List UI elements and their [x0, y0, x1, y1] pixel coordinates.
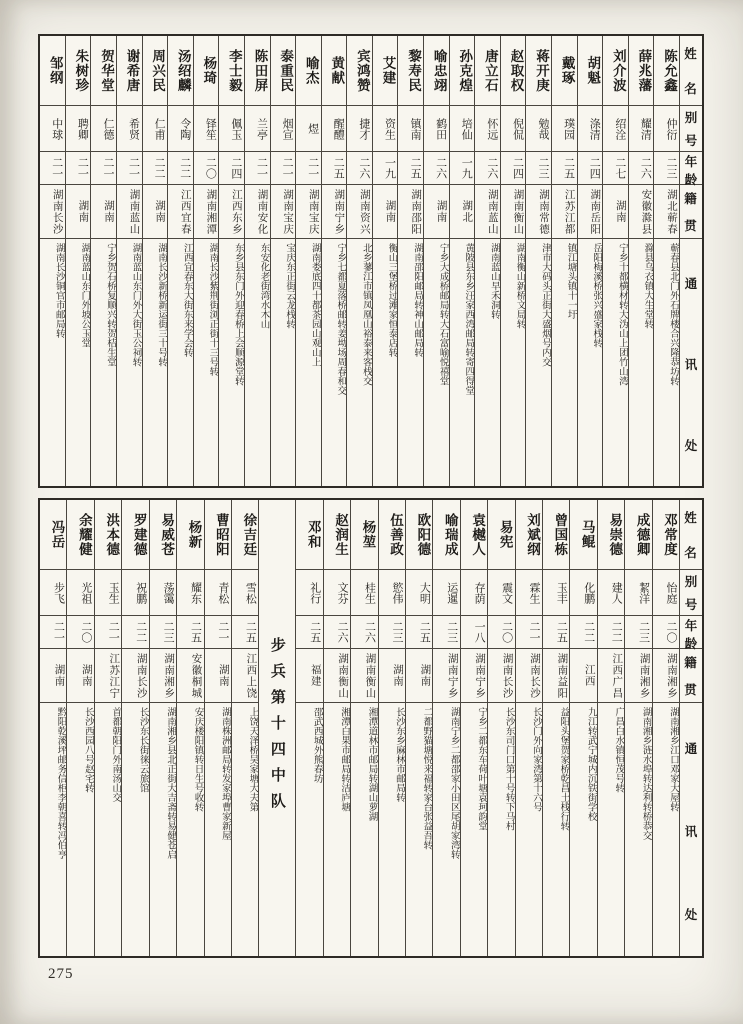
alias-cell: 倪侃 [501, 106, 526, 152]
native-place-cell: 湖南衡山 [501, 185, 526, 239]
person-column [460, 500, 487, 956]
alias-cell: 耀清 [629, 106, 654, 152]
age-cell: 二〇 [653, 616, 679, 649]
address-cell: 湖南长沙紫荆街浏正街十三号转 [207, 243, 218, 376]
alias-cell: 捷才 [347, 106, 372, 152]
age-cell: 二一 [40, 616, 66, 649]
native-place-cell: 安徽桐城 [177, 649, 203, 703]
native-place-cell: 湖南湘潭 [194, 185, 219, 239]
name-cell: 杨新 [177, 500, 203, 570]
person-column [542, 500, 569, 956]
alias-cell: 礼行 [296, 570, 322, 616]
address-cell: 湘潭白果市邮局转洁庐塘 [339, 707, 350, 812]
person-column [94, 500, 121, 956]
address-cell: 湖南长沙新桥新运街三十号转 [156, 243, 167, 367]
age-cell: 二五 [177, 616, 203, 649]
age-cell: 二三 [433, 616, 459, 649]
address-cell: 湖南湘乡县北正街大吉斋转易健苍启 [165, 707, 176, 859]
address-cell: 首都朝阳门外南汤山交 [110, 707, 121, 802]
person-column [40, 36, 65, 486]
alias-cell: 雪松 [232, 570, 258, 616]
age-cell: 一九 [373, 152, 398, 185]
native-place-cell: 湖南 [205, 649, 231, 703]
age-cell: 二五 [543, 616, 569, 649]
person-column [204, 500, 231, 956]
person-column [323, 500, 350, 956]
alias-cell: 铎笙 [194, 106, 219, 152]
native-place-cell: 湖南长沙 [122, 649, 148, 703]
header-label-address: 通 讯 处 [684, 741, 698, 922]
native-place-cell: 江苏江宁 [95, 649, 121, 703]
header-label-alias: 别 号 [680, 570, 702, 616]
age-cell: 二一 [95, 616, 121, 649]
alias-cell: 存荫 [461, 570, 487, 616]
address-cell: 湖南宁乡二都邵家小田区尾胡家湾转 [448, 707, 459, 859]
name-cell: 邓和 [296, 500, 322, 570]
name-cell: 易宪 [488, 500, 514, 570]
name-cell: 孙克煌 [450, 36, 475, 106]
native-place-cell: 湖南 [603, 185, 628, 239]
alias-cell: 仲衍 [654, 106, 679, 152]
alias-cell: 慾伟 [379, 570, 405, 616]
age-cell: 二三 [526, 152, 551, 185]
address-cell: 滁县乌衣镇大生堂转 [642, 243, 653, 329]
person-column [515, 500, 542, 956]
alias-cell: 中球 [40, 106, 65, 152]
address-cell: 益阳头堡贺家桥乾昌土栈行转 [558, 707, 569, 831]
native-place-cell: 湖南衡山 [324, 649, 350, 703]
name-cell: 喻忠翊 [424, 36, 449, 106]
person-column [653, 36, 679, 486]
person-column [449, 36, 475, 486]
native-place-cell: 江西 [570, 649, 596, 703]
name-cell: 罗建德 [122, 500, 148, 570]
person-column [321, 36, 347, 486]
native-place-cell: 湖南常德 [526, 185, 551, 239]
native-place-cell: 湖南宁乡 [433, 649, 459, 703]
header-label-age: 年 龄 [680, 152, 702, 185]
alias-cell: 桂生 [351, 570, 377, 616]
alias-cell: 玉生 [95, 570, 121, 616]
address-cell: 广昌白水镇恒茂号转 [613, 707, 624, 793]
native-place-cell: 湖南资兴 [347, 185, 372, 239]
age-cell: 二七 [603, 152, 628, 185]
alias-cell: 祝鹏 [122, 570, 148, 616]
native-place-cell: 湖南 [91, 185, 116, 239]
native-place-cell: 湖南岳阳 [578, 185, 603, 239]
alias-cell: 镇南 [398, 106, 423, 152]
name-cell: 李士毅 [219, 36, 244, 106]
person-column [602, 36, 628, 486]
age-cell: 二六 [351, 616, 377, 649]
alias-cell: 鹤田 [424, 106, 449, 152]
address-cell: 上饶天泽桥吴家塘大夫第 [247, 707, 258, 812]
address-cell: 湖南蓝山东门外大街玉公祠转 [130, 243, 141, 367]
person-column [372, 36, 398, 486]
address-cell: 九江转武宁城内沉铁街学校 [585, 707, 596, 821]
native-place-cell: 湖北蕲春 [654, 185, 679, 239]
person-column [487, 500, 514, 956]
person-column [142, 36, 168, 486]
address-cell: 北乡蓼江市镇凤凰山裕泰来客栈交 [360, 243, 371, 386]
address-cell: 湖南蓝山东门外坡公玉堂 [79, 243, 90, 348]
native-place-cell: 湖南湘乡 [625, 649, 651, 703]
name-cell: 贺华堂 [91, 36, 116, 106]
alias-cell: 涤清 [578, 106, 603, 152]
alias-cell: 玉丰 [543, 570, 569, 616]
alias-cell: 荡霭 [150, 570, 176, 616]
address-cell: 长沙东司门口第十号转下马村 [503, 707, 514, 831]
alias-cell: 耀东 [177, 570, 203, 616]
alias-cell: 青松 [205, 570, 231, 616]
header-label-native: 籍 贯 [680, 649, 702, 703]
native-place-cell: 福建 [296, 649, 322, 703]
person-column [577, 36, 603, 486]
alias-cell: 勉哉 [526, 106, 551, 152]
alias-cell: 怡庭 [653, 570, 679, 616]
address-cell: 津市大码头正街大盛烟号内交 [540, 243, 551, 367]
age-cell: 二二 [143, 152, 168, 185]
native-place-cell: 湖南长沙 [516, 649, 542, 703]
alias-cell: 建人 [598, 570, 624, 616]
alias-cell: 培仙 [450, 106, 475, 152]
person-column [295, 36, 321, 486]
header-label-native: 籍 贯 [680, 185, 702, 239]
name-cell: 赵取权 [501, 36, 526, 106]
native-place-cell: 湖南宁乡 [461, 649, 487, 703]
address-cell: 宁乡七都夏落桥邮转姜坳场周春和交 [335, 243, 346, 395]
native-place-cell: 江西宜春 [168, 185, 193, 239]
name-cell: 黎寿民 [398, 36, 423, 106]
roster-table-top [38, 34, 704, 488]
age-cell: 二一 [205, 616, 231, 649]
native-place-cell: 湖南安化 [245, 185, 270, 239]
person-column [66, 500, 93, 956]
name-cell: 汤绍麟 [168, 36, 193, 106]
age-cell: 二三 [625, 616, 651, 649]
name-cell: 邹纲 [40, 36, 65, 106]
person-column [167, 36, 193, 486]
alias-cell: 聘卿 [66, 106, 91, 152]
age-cell: 二一 [245, 152, 270, 185]
native-place-cell: 湖南 [406, 649, 432, 703]
person-column [569, 500, 596, 956]
native-place-cell: 湖南宝庆 [296, 185, 321, 239]
age-cell: 二四 [219, 152, 244, 185]
native-place-cell: 江西东乡 [219, 185, 244, 239]
age-cell: 二六 [424, 152, 449, 185]
alias-cell: 煜 [296, 106, 321, 152]
name-cell: 冯岳 [40, 500, 66, 570]
name-cell: 宾鸿赞 [347, 36, 372, 106]
person-column [405, 500, 432, 956]
alias-cell: 光祖 [67, 570, 93, 616]
name-cell: 谢希唐 [117, 36, 142, 106]
alias-cell: 怀远 [475, 106, 500, 152]
name-cell: 薛兆藩 [629, 36, 654, 106]
name-cell: 艾建 [373, 36, 398, 106]
name-cell: 袁樾人 [461, 500, 487, 570]
age-cell: 二六 [347, 152, 372, 185]
age-cell: 二五 [552, 152, 577, 185]
alias-cell: 霖生 [516, 570, 542, 616]
alias-cell: 大明 [406, 570, 432, 616]
native-place-cell: 湖南 [66, 185, 91, 239]
address-cell: 长沙东长街徕云旅馆 [137, 707, 148, 793]
alias-cell: 仁德 [91, 106, 116, 152]
native-place-cell: 湖南衡山 [351, 649, 377, 703]
person-column [218, 36, 244, 486]
age-cell: 二三 [150, 616, 176, 649]
age-cell: 二〇 [67, 616, 93, 649]
name-cell: 陈田屏 [245, 36, 270, 106]
person-column [244, 36, 270, 486]
native-place-cell: 湖南宁乡 [322, 185, 347, 239]
address-cell: 湖南株洲邮局转发家埠曹家新屋 [219, 707, 230, 840]
person-column [432, 500, 459, 956]
name-cell: 易威苍 [150, 500, 176, 570]
person-column [270, 36, 296, 486]
person-column [628, 36, 654, 486]
address-cell: 岳阳梅溪桥张兴盛家栈转 [591, 243, 602, 348]
native-place-cell: 湖南长沙 [488, 649, 514, 703]
address-cell: 黔阳乾溪坪邮务信柜李朝喜转冯伯亨 [55, 707, 66, 859]
header-column [679, 36, 702, 486]
address-cell: 江西宜春东大街东来学会转 [181, 243, 192, 357]
address-cell: 湖南衡山新桥文局转 [514, 243, 525, 329]
native-place-cell: 湖南 [373, 185, 398, 239]
name-cell: 邓常度 [653, 500, 679, 570]
native-place-cell: 湖南益阳 [543, 649, 569, 703]
age-cell: 二六 [475, 152, 500, 185]
person-column [350, 500, 377, 956]
address-cell: 宁乡大成桥邮局转大石富喻悦禧堂 [437, 243, 448, 386]
alias-cell: 絜洋 [625, 570, 651, 616]
name-cell: 赵润生 [324, 500, 350, 570]
native-place-cell: 江西广昌 [598, 649, 624, 703]
age-cell: 二五 [406, 616, 432, 649]
person-column [65, 36, 91, 486]
alias-cell: 醒醴 [322, 106, 347, 152]
person-column [40, 500, 66, 956]
name-cell: 黄献 [322, 36, 347, 106]
name-cell: 余耀健 [67, 500, 93, 570]
address-cell: 湘潭道林市邮局转湖山萝湖 [366, 707, 377, 821]
age-cell: 二二 [598, 616, 624, 649]
address-cell: 湖南湘乡江口邓家大屋转 [668, 707, 678, 812]
name-cell: 戴琢 [552, 36, 577, 106]
age-cell: 二四 [501, 152, 526, 185]
person-column [121, 500, 148, 956]
person-column [652, 500, 679, 956]
address-cell: 宁乡十都横材转大沩山上团竹山湾 [616, 243, 627, 386]
native-place-cell: 湖南 [424, 185, 449, 239]
header-label-name: 姓 名 [680, 36, 702, 106]
native-place-cell: 湖南 [67, 649, 93, 703]
age-cell: 二二 [122, 616, 148, 649]
name-cell: 唐立石 [475, 36, 500, 106]
address-cell: 黄陂县东乡汪家西湾邮局转寄四得堂 [463, 243, 474, 395]
person-column [295, 500, 322, 956]
name-cell: 曾国栋 [543, 500, 569, 570]
name-cell: 徐吉廷 [232, 500, 258, 570]
name-cell: 欧阳德 [406, 500, 432, 570]
header-label-age: 年 龄 [680, 616, 702, 649]
native-place-cell: 湖南宝庆 [271, 185, 296, 239]
native-place-cell: 江西上饶 [232, 649, 258, 703]
age-cell: 一九 [450, 152, 475, 185]
name-cell: 洪本德 [95, 500, 121, 570]
page-number: 275 [48, 966, 74, 982]
header-column [679, 500, 702, 956]
name-cell: 陈允鑫 [654, 36, 679, 106]
address-cell: 湖南蓝山早禾洞转 [488, 243, 499, 319]
name-cell: 周兴民 [143, 36, 168, 106]
age-cell: 二五 [398, 152, 423, 185]
alias-cell: 化鹏 [570, 570, 596, 616]
address-cell: 东安化老街湾水木山 [258, 243, 269, 329]
name-cell: 伍善政 [379, 500, 405, 570]
person-column [397, 36, 423, 486]
address-cell: 湖南湘乡涟水埠转达利转桥恭交 [640, 707, 651, 840]
person-column [551, 36, 577, 486]
age-cell: 二六 [324, 616, 350, 649]
header-label-alias: 别 号 [680, 106, 702, 152]
age-cell: 二三 [379, 616, 405, 649]
age-cell: 二〇 [194, 152, 219, 185]
age-cell: 二一 [516, 616, 542, 649]
native-place-cell: 安徽滁县 [629, 185, 654, 239]
age-cell: 二〇 [488, 616, 514, 649]
age-cell: 二一 [91, 152, 116, 185]
alias-cell: 佩玉 [219, 106, 244, 152]
person-column [116, 36, 142, 486]
age-cell: 二一 [66, 152, 91, 185]
person-column [423, 36, 449, 486]
native-place-cell: 湖南蓝山 [475, 185, 500, 239]
alias-cell: 兰亭 [245, 106, 270, 152]
person-column [176, 500, 203, 956]
native-place-cell: 湖南邵阳 [398, 185, 423, 239]
person-column [149, 500, 176, 956]
address-cell: 长沙东乡麻林市邮局转 [393, 707, 404, 802]
native-place-cell: 湖南 [40, 649, 66, 703]
alias-cell: 令陶 [168, 106, 193, 152]
header-label-name: 姓 名 [680, 500, 702, 570]
name-cell: 成德卿 [625, 500, 651, 570]
name-cell: 杨堃 [351, 500, 377, 570]
name-cell: 朱树珍 [66, 36, 91, 106]
person-column [231, 500, 258, 956]
age-cell: 二三 [654, 152, 679, 185]
address-cell: 宁乡二都东车荷叶塘袁珂韵堂 [476, 707, 487, 831]
address-cell: 邵武西城外熊春坊 [311, 707, 322, 783]
alias-cell: 仁甫 [143, 106, 168, 152]
address-cell: 镇江塘头镇十一圩 [565, 243, 576, 319]
age-cell: 二二 [168, 152, 193, 185]
alias-cell: 绍洤 [603, 106, 628, 152]
alias-cell: 资生 [373, 106, 398, 152]
alias-cell: 烟宣 [271, 106, 296, 152]
native-place-cell: 湖南湘乡 [150, 649, 176, 703]
person-column [90, 36, 116, 486]
address-cell: 长沙门外向家湾第十六号 [530, 707, 541, 812]
alias-cell: 璞园 [552, 106, 577, 152]
address-cell: 宁乡贺石桥复顺兴转贺桔生堂 [104, 243, 115, 367]
age-cell: 二一 [271, 152, 296, 185]
person-column [193, 36, 219, 486]
age-cell: 二五 [232, 616, 258, 649]
age-cell: 二一 [40, 152, 65, 185]
native-place-cell: 湖南 [379, 649, 405, 703]
address-cell: 长沙西园八号赵宅转 [82, 707, 93, 793]
name-cell: 喻杰 [296, 36, 321, 106]
age-cell: 二六 [629, 152, 654, 185]
address-cell: 宝庆东正街云龙栈转 [284, 243, 295, 329]
age-cell: 二二 [570, 616, 596, 649]
age-cell: 二五 [322, 152, 347, 185]
person-column [597, 500, 624, 956]
address-cell: 湖南娄底四十都茶园山观山上 [309, 243, 320, 367]
alias-cell: 震文 [488, 570, 514, 616]
name-cell: 杨琦 [194, 36, 219, 106]
age-cell: 一八 [461, 616, 487, 649]
native-place-cell: 湖南 [143, 185, 168, 239]
address-cell: 东乡县东门外迎春桥上会顺源堂转 [232, 243, 243, 386]
person-column [624, 500, 651, 956]
address-cell: 二都野猫塘悦来福转家台张益吾转 [421, 707, 432, 850]
name-cell: 泰重民 [271, 36, 296, 106]
native-place-cell: 湖南蓝山 [117, 185, 142, 239]
person-column [525, 36, 551, 486]
unit-divider: 步兵第十四中队 [258, 500, 295, 956]
name-cell: 刘介波 [603, 36, 628, 106]
alias-cell: 希贤 [117, 106, 142, 152]
name-cell: 马鲲 [570, 500, 596, 570]
name-cell: 曹昭阳 [205, 500, 231, 570]
address-cell: 湖南长沙铜官市邮局转 [53, 243, 64, 338]
person-column [474, 36, 500, 486]
age-cell: 二五 [296, 616, 322, 649]
name-cell: 胡魁 [578, 36, 603, 106]
age-cell: 二一 [296, 152, 321, 185]
native-place-cell: 湖南湘乡 [653, 649, 679, 703]
name-cell: 刘斌纲 [516, 500, 542, 570]
person-column [378, 500, 405, 956]
age-cell: 二一 [117, 152, 142, 185]
name-cell: 喻瑞成 [433, 500, 459, 570]
person-column [500, 36, 526, 486]
name-cell: 蒋开庚 [526, 36, 551, 106]
native-place-cell: 江苏江都 [552, 185, 577, 239]
address-cell: 衡山三堡桥过滩家恒泰店转 [386, 243, 397, 357]
address-cell: 安庆楼阳镇转日生号收转 [192, 707, 203, 812]
address-cell: 蕲春县北门外石牌楼合兴隆恭坊转 [668, 243, 678, 386]
person-column [346, 36, 372, 486]
native-place-cell: 湖北 [450, 185, 475, 239]
name-cell: 易崇德 [598, 500, 624, 570]
address-cell: 湖南邵阳邮局转神山邮局转 [412, 243, 423, 357]
alias-cell: 步飞 [40, 570, 66, 616]
alias-cell: 运暹 [433, 570, 459, 616]
alias-cell: 文芬 [324, 570, 350, 616]
age-cell: 二四 [578, 152, 603, 185]
header-label-address: 通 讯 处 [684, 276, 698, 453]
roster-table-bottom [38, 498, 704, 958]
native-place-cell: 湖南长沙 [40, 185, 65, 239]
